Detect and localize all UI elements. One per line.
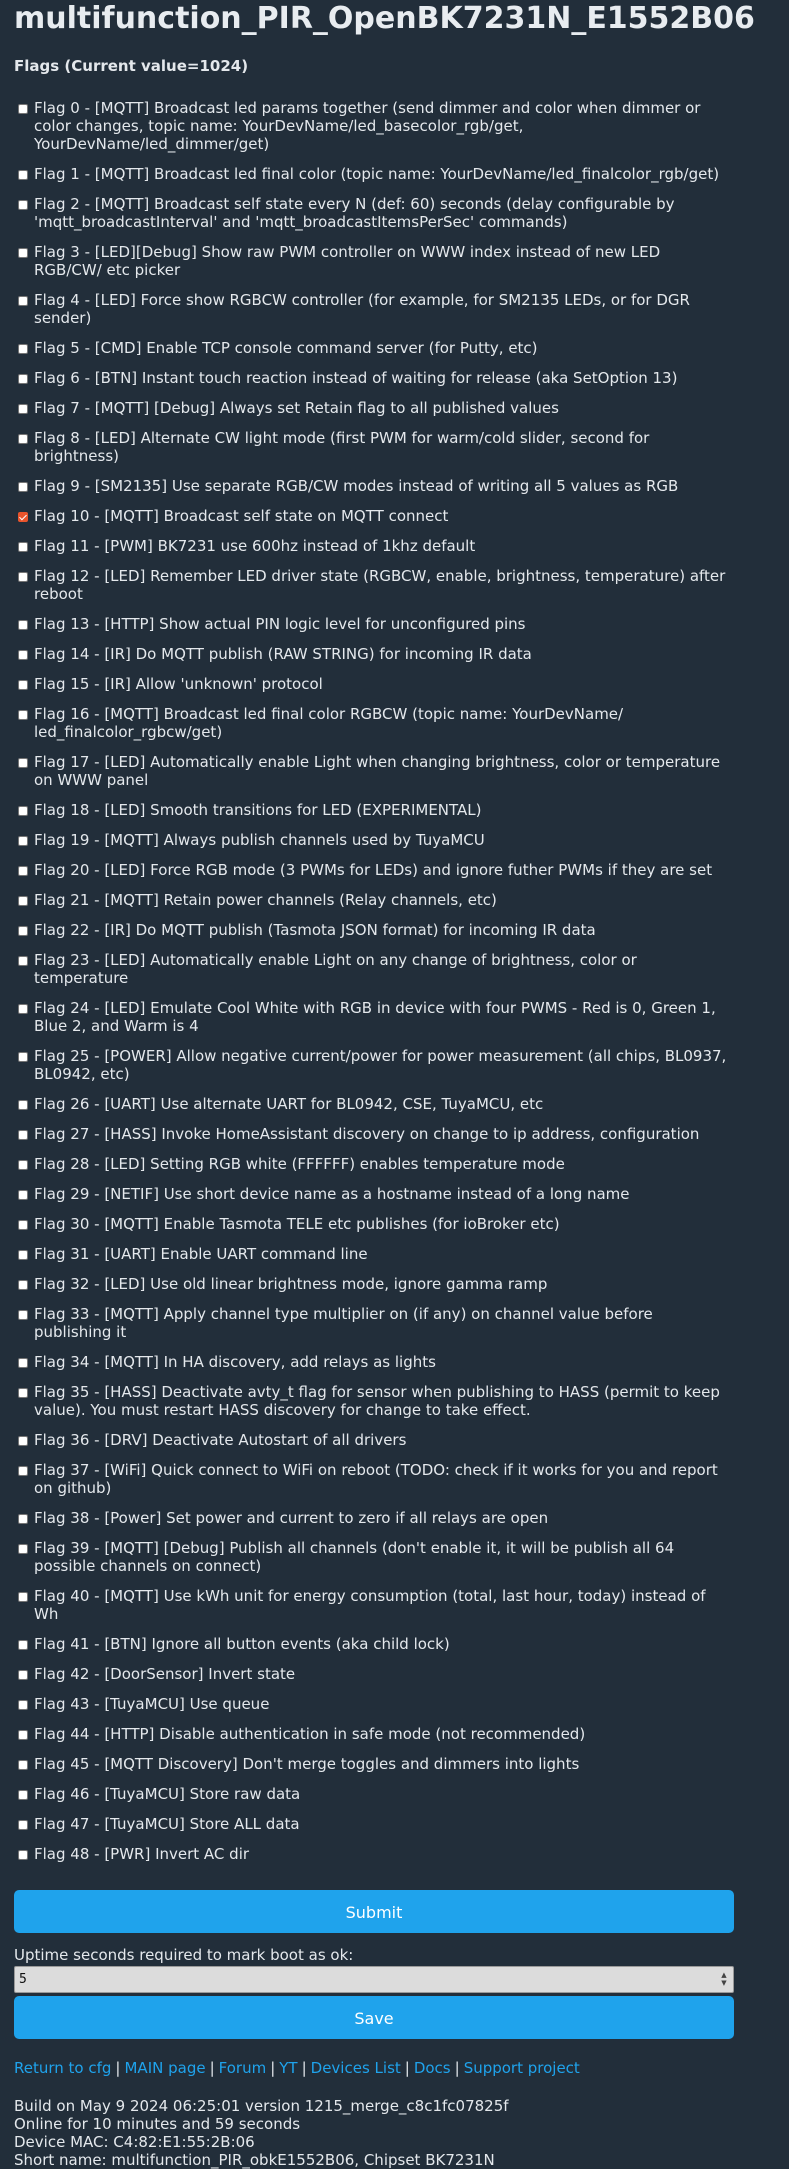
flag-row xyxy=(14,1346,731,1376)
flag-checkbox[interactable] xyxy=(18,650,28,660)
flag-label[interactable]: Flag 25 - [POWER] Allow negative current/power for power measurement (all chips, BL0937, BL0942, etc) xyxy=(34,1047,727,1083)
flag-label[interactable]: Flag 31 - [UART] Enable UART command line xyxy=(34,1245,368,1263)
flag-checkbox[interactable] xyxy=(18,956,28,966)
flag-label[interactable]: Flag 26 - [UART] Use alternate UART for BL0942, CSE, TuyaMCU, etc xyxy=(34,1095,544,1113)
flag-label[interactable]: Flag 20 - [LED] Force RGB mode (3 PWMs for LEDs) and ignore futher PWMs if they are set xyxy=(34,861,713,879)
flag-row xyxy=(14,1454,731,1502)
flag-row xyxy=(14,914,731,944)
flag-checkbox[interactable] xyxy=(18,248,28,258)
flag-row xyxy=(14,92,731,158)
flag-row xyxy=(14,560,731,608)
uptime-field-wrap xyxy=(14,1966,734,1993)
flag-label[interactable]: Flag 30 - [MQTT] Enable Tasmota TELE etc publishes (for ioBroker etc) xyxy=(34,1215,560,1233)
flag-row xyxy=(14,1268,731,1298)
flag-label[interactable]: Flag 6 - [BTN] Instant touch reaction instead of waiting for release (aka SetOption 13) xyxy=(34,369,678,387)
flag-checkbox[interactable] xyxy=(18,1466,28,1476)
flag-checkbox[interactable] xyxy=(18,434,28,444)
flag-checkbox[interactable] xyxy=(18,512,28,522)
flag-row xyxy=(14,1424,731,1454)
flag-label[interactable]: Flag 34 - [MQTT] In HA discovery, add relays as lights xyxy=(34,1353,436,1371)
flag-checkbox[interactable] xyxy=(18,1280,28,1290)
flag-row xyxy=(14,470,731,500)
flag-checkbox[interactable] xyxy=(18,1820,28,1830)
flag-row xyxy=(14,188,731,236)
flag-row xyxy=(14,1208,731,1238)
flag-checkbox[interactable] xyxy=(18,1670,28,1680)
flag-row xyxy=(14,668,731,698)
device-info xyxy=(14,2097,775,2169)
flag-label[interactable]: Flag 35 - [HASS] Deactivate avty_t flag for sensor when publishing to HASS (permit to keep value). You must restart HASS discovery for change to take effect. xyxy=(34,1383,720,1419)
flag-row xyxy=(14,530,731,560)
link-separator: | xyxy=(209,2059,215,2077)
flag-checkbox[interactable] xyxy=(18,1514,28,1524)
spinner-arrows-icon[interactable]: ▲ ▼ xyxy=(721,1971,727,1987)
flag-row xyxy=(14,1808,731,1838)
flag-row xyxy=(14,1238,731,1268)
flag-label[interactable]: Flag 2 - [MQTT] Broadcast self state every N (def: 60) seconds (delay configurable by 'mqtt_broadcastInterval' and 'mqtt_broadcastItemsPerSec' commands) xyxy=(34,195,675,231)
flag-checkbox[interactable] xyxy=(18,344,28,354)
mac-info: Device MAC: C4:82:E1:55:2B:06 xyxy=(14,2133,255,2151)
flag-row xyxy=(14,1718,731,1748)
flag-row xyxy=(14,1748,731,1778)
flag-label[interactable]: Flag 28 - [LED] Setting RGB white (FFFFFF) enables temperature mode xyxy=(34,1155,565,1173)
flag-row xyxy=(14,362,731,392)
flag-row xyxy=(14,1658,731,1688)
flag-checkbox[interactable] xyxy=(18,1052,28,1062)
flag-checkbox[interactable] xyxy=(18,1004,28,1014)
flag-label[interactable]: Flag 17 - [LED] Automatically enable Light when changing brightness, color or temperature on WWW panel xyxy=(34,753,721,789)
flag-checkbox[interactable] xyxy=(18,758,28,768)
flag-label[interactable]: Flag 42 - [DoorSensor] Invert state xyxy=(34,1665,296,1683)
flag-label[interactable]: Flag 16 - [MQTT] Broadcast led final color RGBCW (topic name: YourDevName/ led_finalcolor_rgbcw/get) xyxy=(34,705,624,741)
flag-row xyxy=(14,158,731,188)
link-separator: | xyxy=(454,2059,460,2077)
flag-checkbox[interactable] xyxy=(18,1250,28,1260)
link-separator: | xyxy=(301,2059,307,2077)
flag-row xyxy=(14,944,731,992)
flag-checkbox[interactable] xyxy=(18,1388,28,1398)
flag-row xyxy=(14,236,731,284)
flag-label[interactable]: Flag 15 - [IR] Allow 'unknown' protocol xyxy=(34,675,323,693)
link-docs[interactable]: Docs xyxy=(413,2059,451,2077)
flag-checkbox[interactable] xyxy=(18,1544,28,1554)
flag-label[interactable]: Flag 27 - [HASS] Invoke HomeAssistant discovery on change to ip address, configuration xyxy=(34,1125,700,1143)
flag-label[interactable]: Flag 12 - [LED] Remember LED driver state (RGBCW, enable, brightness, temperature) after reboot xyxy=(34,567,726,603)
flag-row xyxy=(14,608,731,638)
flag-checkbox[interactable] xyxy=(18,1790,28,1800)
flag-row xyxy=(14,1148,731,1178)
flag-checkbox[interactable] xyxy=(18,1850,28,1860)
flag-label[interactable]: Flag 13 - [HTTP] Show actual PIN logic level for unconfigured pins xyxy=(34,615,526,633)
link-separator: | xyxy=(404,2059,410,2077)
flag-label[interactable]: Flag 5 - [CMD] Enable TCP console command server (for Putty, etc) xyxy=(34,339,538,357)
flag-checkbox[interactable] xyxy=(18,1358,28,1368)
flag-label[interactable]: Flag 40 - [MQTT] Use kWh unit for energy consumption (total, last hour, today) instead of Wh xyxy=(34,1587,706,1623)
flag-checkbox[interactable] xyxy=(18,1436,28,1446)
save-button[interactable]: Save xyxy=(14,1996,734,2039)
link-separator: | xyxy=(270,2059,276,2077)
page-title: multifunction_PIR_OpenBK7231N_E1552B06 xyxy=(14,1,755,36)
uptime-input[interactable] xyxy=(15,1967,733,1992)
flags-form xyxy=(14,92,775,1933)
flag-row xyxy=(14,854,731,884)
link-return-to-cfg[interactable]: Return to cfg xyxy=(14,2059,112,2077)
build-info: Build on May 9 2024 06:25:01 version 1215_merge_c8c1fc07825f xyxy=(14,2097,509,2115)
flag-label[interactable]: Flag 36 - [DRV] Deactivate Autostart of all drivers xyxy=(34,1431,407,1449)
flag-label[interactable]: Flag 23 - [LED] Automatically enable Light on any change of brightness, color or temperature xyxy=(34,951,637,987)
flag-label[interactable]: Flag 37 - [WiFi] Quick connect to WiFi on reboot (TODO: check if it works for you and report on github) xyxy=(34,1461,718,1497)
flag-label[interactable]: Flag 24 - [LED] Emulate Cool White with RGB in device with four PWMS - Red is 0, Green 1, Blue 2, and Warm is 4 xyxy=(34,999,716,1035)
flag-checkbox[interactable] xyxy=(18,1592,28,1602)
flag-row xyxy=(14,1688,731,1718)
flag-row xyxy=(14,1778,731,1808)
flag-label[interactable]: Flag 38 - [Power] Set power and current to zero if all relays are open xyxy=(34,1509,549,1527)
flag-row xyxy=(14,392,731,422)
flag-label[interactable]: Flag 43 - [TuyaMCU] Use queue xyxy=(34,1695,270,1713)
link-devices-list[interactable]: Devices List xyxy=(310,2059,401,2077)
flag-row xyxy=(14,1838,731,1868)
flag-checkbox[interactable] xyxy=(18,482,28,492)
flag-checkbox[interactable] xyxy=(18,1130,28,1140)
link-support-project[interactable]: Support project xyxy=(463,2059,580,2077)
flag-row xyxy=(14,422,731,470)
flag-checkbox[interactable] xyxy=(18,1640,28,1650)
flag-checkbox[interactable] xyxy=(18,1760,28,1770)
flag-checkbox[interactable] xyxy=(18,572,28,582)
flag-label[interactable]: Flag 46 - [TuyaMCU] Store raw data xyxy=(34,1785,301,1803)
flag-label[interactable]: Flag 11 - [PWM] BK7231 use 600hz instead of 1khz default xyxy=(34,537,476,555)
link-forum[interactable]: Forum xyxy=(218,2059,267,2077)
flag-checkbox[interactable] xyxy=(18,1310,28,1320)
flag-label[interactable]: Flag 22 - [IR] Do MQTT publish (Tasmota JSON format) for incoming IR data xyxy=(34,921,596,939)
flag-label[interactable]: Flag 48 - [PWR] Invert AC dir xyxy=(34,1845,250,1863)
flag-checkbox[interactable] xyxy=(18,170,28,180)
flag-row xyxy=(14,1178,731,1208)
flags-list xyxy=(14,92,775,1868)
flag-label[interactable]: Flag 39 - [MQTT] [Debug] Publish all channels (don't enable it, it will be publish all 64 possible channels on connect) xyxy=(34,1539,675,1575)
link-yt[interactable]: YT xyxy=(279,2059,298,2077)
flag-label[interactable]: Flag 10 - [MQTT] Broadcast self state on MQTT connect xyxy=(34,507,449,525)
flags-header: Flags (Current value=1024) xyxy=(14,57,249,75)
flag-row xyxy=(14,1532,731,1580)
flag-checkbox[interactable] xyxy=(18,1100,28,1110)
flag-checkbox[interactable] xyxy=(18,806,28,816)
flag-checkbox[interactable] xyxy=(18,1730,28,1740)
flag-row xyxy=(14,746,731,794)
flag-label[interactable]: Flag 21 - [MQTT] Retain power channels (Relay channels, etc) xyxy=(34,891,497,909)
nav-links xyxy=(14,2058,775,2078)
flag-label[interactable]: Flag 18 - [LED] Smooth transitions for LED (EXPERIMENTAL) xyxy=(34,801,482,819)
online-info: Online for 10 minutes and 59 seconds xyxy=(14,2115,301,2133)
submit-button[interactable]: Submit xyxy=(14,1890,734,1933)
flag-label[interactable]: Flag 7 - [MQTT] [Debug] Always set Retain flag to all published values xyxy=(34,399,559,417)
flag-checkbox[interactable] xyxy=(18,836,28,846)
flag-label[interactable]: Flag 1 - [MQTT] Broadcast led final color (topic name: YourDevName/led_finalcolor_rgb/get) xyxy=(34,165,720,183)
flag-row xyxy=(14,1298,731,1346)
flag-checkbox[interactable] xyxy=(18,1220,28,1230)
flag-label[interactable]: Flag 32 - [LED] Use old linear brightness mode, ignore gamma ramp xyxy=(34,1275,548,1293)
flag-row xyxy=(14,284,731,332)
flag-label[interactable]: Flag 3 - [LED][Debug] Show raw PWM controller on WWW index instead of new LED RGB/CW/ etc picker xyxy=(34,243,661,279)
flag-checkbox[interactable] xyxy=(18,680,28,690)
flag-checkbox[interactable] xyxy=(18,1190,28,1200)
flag-label[interactable]: Flag 14 - [IR] Do MQTT publish (RAW STRING) for incoming IR data xyxy=(34,645,532,663)
flag-checkbox[interactable] xyxy=(18,710,28,720)
flag-checkbox[interactable] xyxy=(18,104,28,114)
flag-row xyxy=(14,1376,731,1424)
flag-checkbox[interactable] xyxy=(18,620,28,630)
flag-row xyxy=(14,1502,731,1532)
flag-checkbox[interactable] xyxy=(18,542,28,552)
flag-row xyxy=(14,638,731,668)
flag-checkbox[interactable] xyxy=(18,926,28,936)
flag-row xyxy=(14,1118,731,1148)
flag-checkbox[interactable] xyxy=(18,1160,28,1170)
flag-label[interactable]: Flag 4 - [LED] Force show RGBCW controller (for example, for SM2135 LEDs, or for DGR sender) xyxy=(34,291,690,327)
flag-row xyxy=(14,1088,731,1118)
flag-label[interactable]: Flag 33 - [MQTT] Apply channel type multiplier on (if any) on channel value before publishing it xyxy=(34,1305,653,1341)
flag-checkbox[interactable] xyxy=(18,374,28,384)
flag-row xyxy=(14,884,731,914)
flag-row xyxy=(14,698,731,746)
flag-label[interactable]: Flag 29 - [NETIF] Use short device name as a hostname instead of a long name xyxy=(34,1185,630,1203)
flag-label[interactable]: Flag 8 - [LED] Alternate CW light mode (first PWM for warm/cold slider, second for brightness) xyxy=(34,429,650,465)
flag-checkbox[interactable] xyxy=(18,296,28,306)
flag-row xyxy=(14,1040,731,1088)
flag-checkbox[interactable] xyxy=(18,896,28,906)
flag-row xyxy=(14,1580,731,1628)
flag-row xyxy=(14,992,731,1040)
uptime-label: Uptime seconds required to mark boot as ok: xyxy=(14,1946,354,1964)
flag-label[interactable]: Flag 9 - [SM2135] Use separate RGB/CW modes instead of writing all 5 values as RGB xyxy=(34,477,679,495)
flag-label[interactable]: Flag 44 - [HTTP] Disable authentication in safe mode (not recommended) xyxy=(34,1725,586,1743)
link-main-page[interactable]: MAIN page xyxy=(124,2059,206,2077)
flag-checkbox[interactable] xyxy=(18,866,28,876)
flag-checkbox[interactable] xyxy=(18,404,28,414)
flag-row xyxy=(14,794,731,824)
flag-label[interactable]: Flag 41 - [BTN] Ignore all button events (aka child lock) xyxy=(34,1635,450,1653)
link-separator: | xyxy=(115,2059,121,2077)
flag-row xyxy=(14,824,731,854)
flag-row xyxy=(14,500,731,530)
flag-label[interactable]: Flag 45 - [MQTT Discovery] Don't merge toggles and dimmers into lights xyxy=(34,1755,580,1773)
flag-label[interactable]: Flag 47 - [TuyaMCU] Store ALL data xyxy=(34,1815,300,1833)
flag-checkbox[interactable] xyxy=(18,200,28,210)
flag-row xyxy=(14,332,731,362)
flag-row xyxy=(14,1628,731,1658)
short-name-info: Short name: multifunction_PIR_obkE1552B06, Chipset BK7231N xyxy=(14,2151,495,2169)
flag-checkbox[interactable] xyxy=(18,1700,28,1710)
flag-label[interactable]: Flag 0 - [MQTT] Broadcast led params together (send dimmer and color when dimmer or color changes, topic name: YourDevName/led_basecolor_rgb/get, YourDevName/led_dimmer/get) xyxy=(34,99,701,153)
flag-label[interactable]: Flag 19 - [MQTT] Always publish channels used by TuyaMCU xyxy=(34,831,485,849)
